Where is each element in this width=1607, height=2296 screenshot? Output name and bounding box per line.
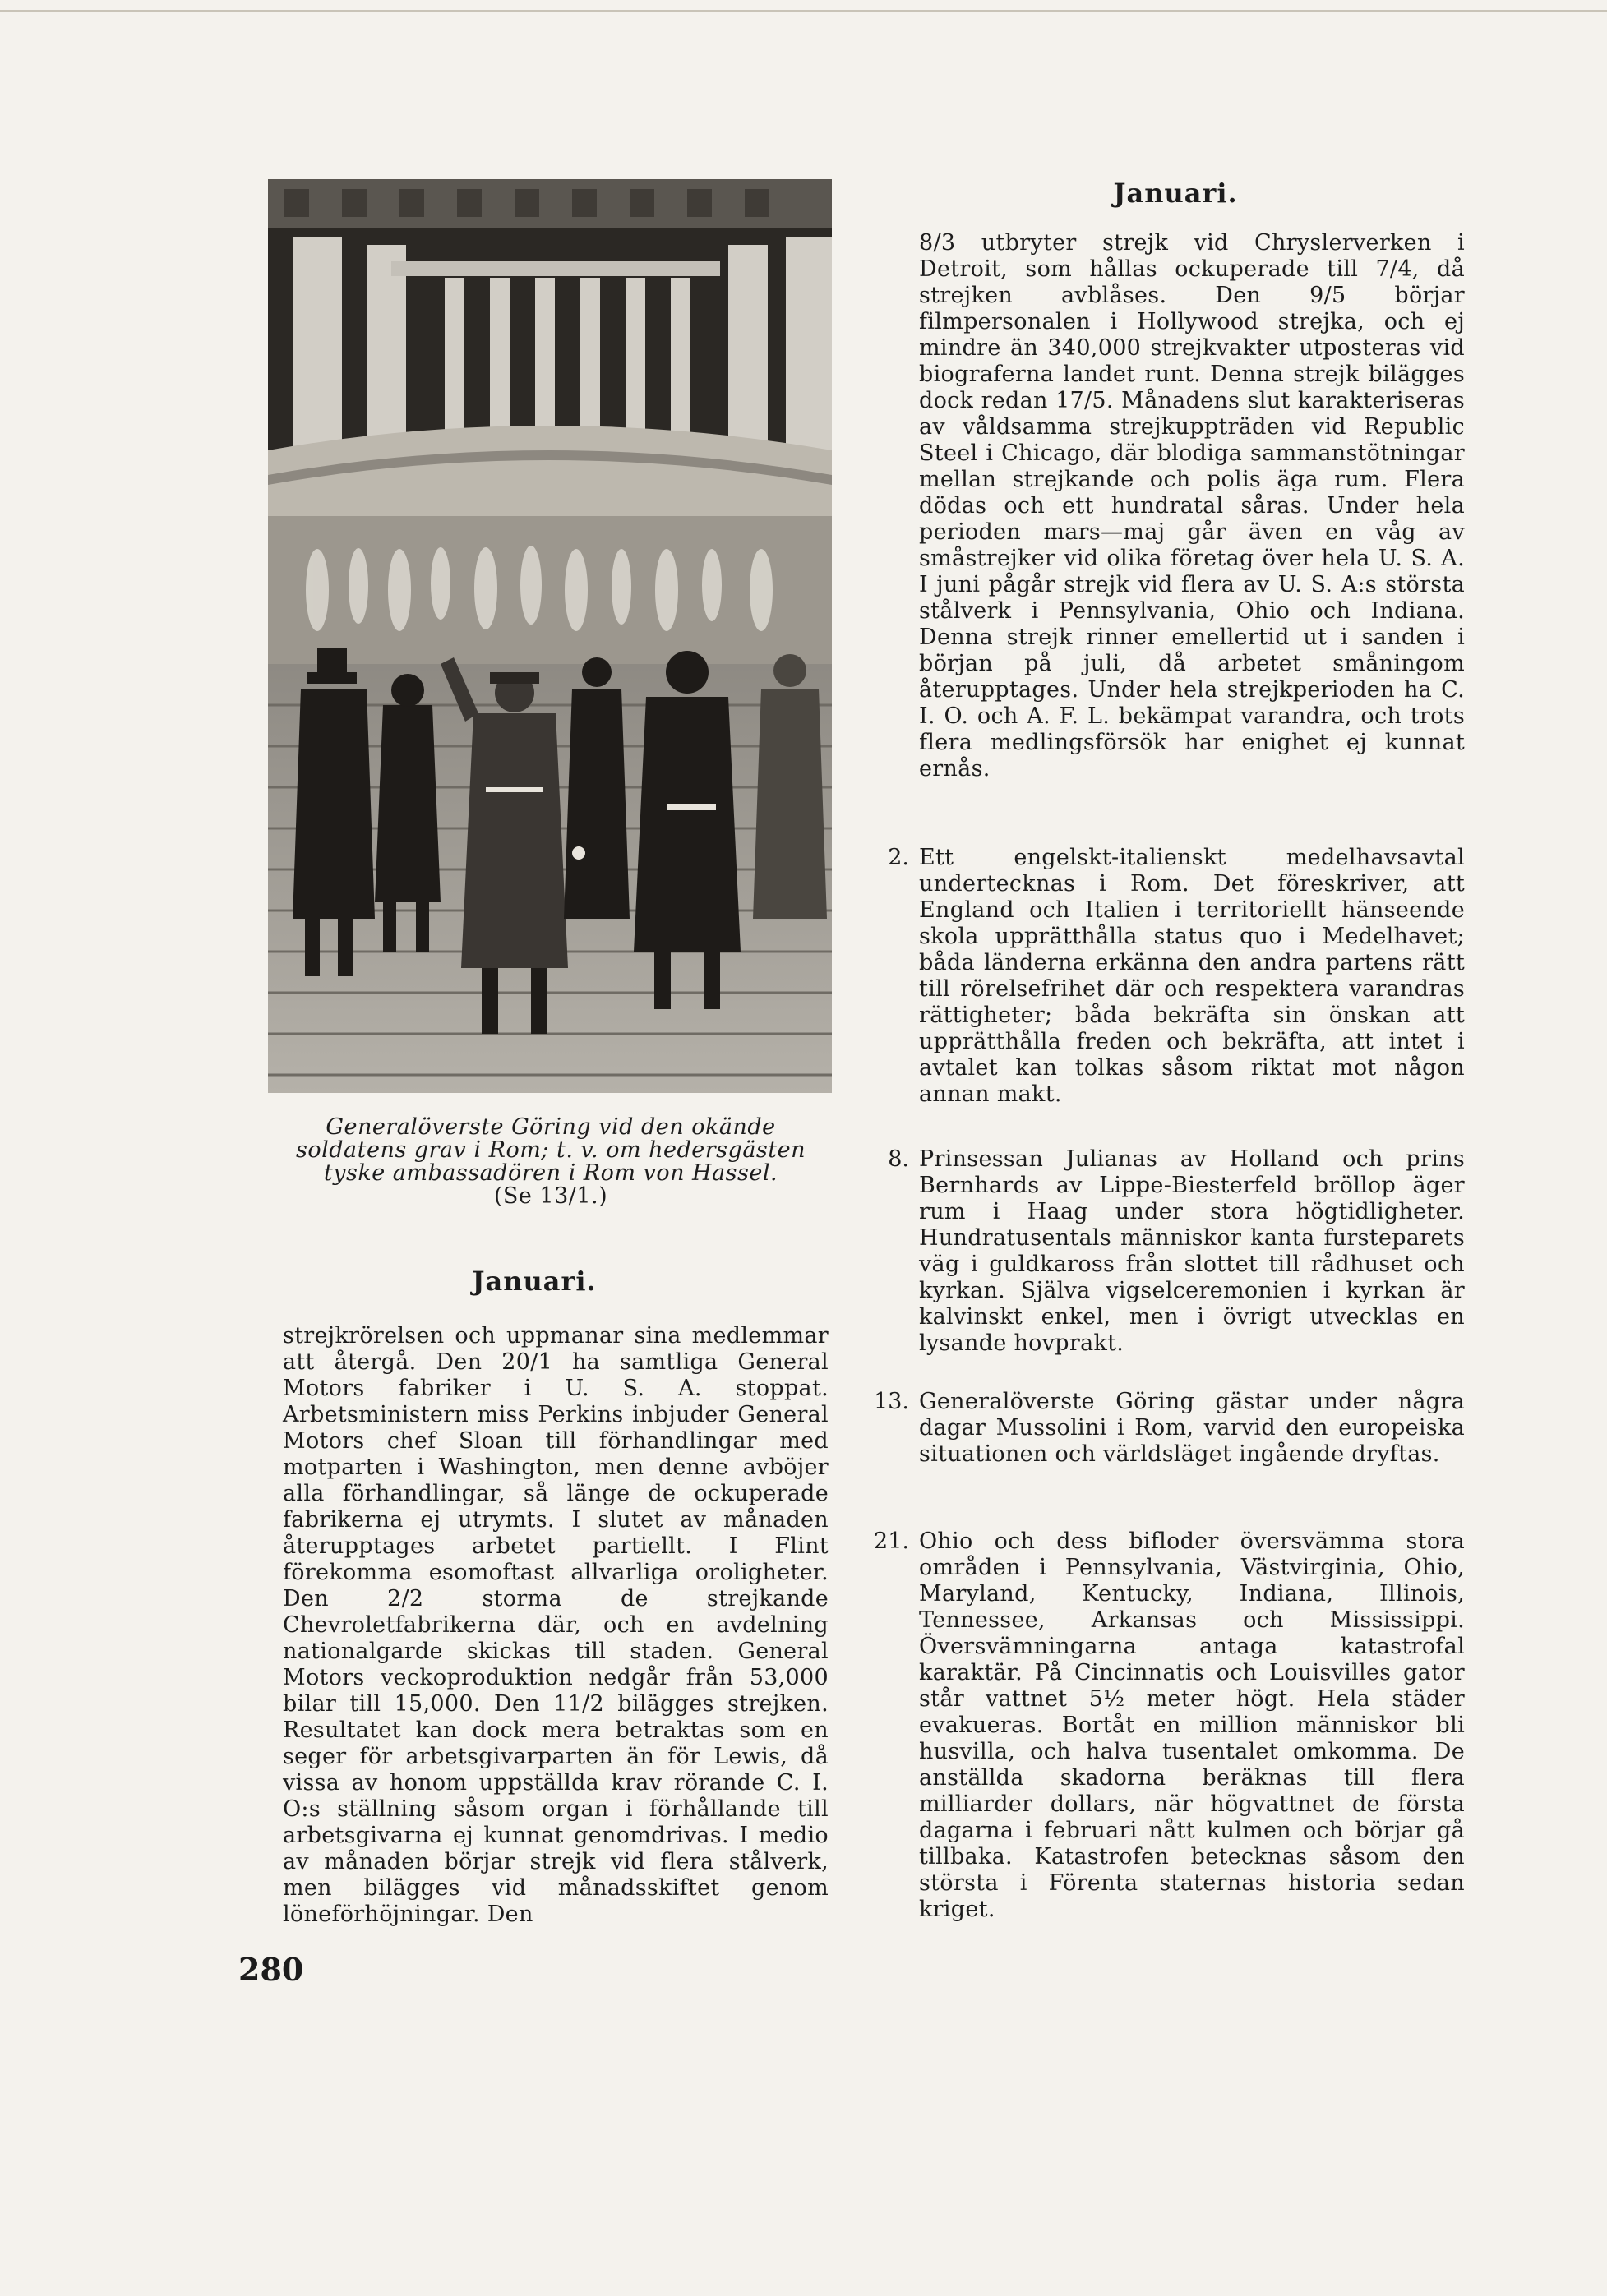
entry-text: Generalöverste Göring gästar under några dagar Mussolini i Rom, varvid den europeiska situationen och världsläget ingående dryftas. bbox=[919, 1389, 1465, 1467]
entry-day-number: 21. bbox=[874, 1528, 909, 1554]
entry-day-number: 8. bbox=[888, 1146, 909, 1172]
right-column-heading: Januari. bbox=[1113, 178, 1238, 209]
left-column-heading: Januari. bbox=[472, 1266, 597, 1297]
entry-day-number: 13. bbox=[874, 1389, 909, 1414]
photo-caption bbox=[271, 1116, 830, 1208]
page-number: 280 bbox=[238, 1951, 304, 1988]
entry-text: Prinsessan Julianas av Holland och prins Bernhards av Lippe-Biesterfeld bröllop äger rum i Haag under stora högtidligheter. Hundratusentals människor kanta fursteparets väg i guldkaross från slottet till rådhuset och kyrkan. Själva vigselceremonien i kyrkan är kalvinskt enkel, men i övrigt utvecklas en lysande hovprakt. bbox=[919, 1146, 1465, 1356]
page-top-rule bbox=[0, 10, 1607, 12]
entry-text: Ett engelskt-italienskt medelhavsavtal undertecknas i Rom. Det föreskriver, att England och Italien i territoriellt hänseende skola upprätthålla status quo i Medelhavet; båda länderna erkänna den andra partens rätt till rörelsefrihet där och respektera varandras rättigheter; båda bekräfta sin önskan att upprätthålla freden och bekräfta, att intet i avtalet kan tolkas såsom riktat mot någon annan makt. bbox=[919, 845, 1465, 1107]
photograph bbox=[268, 179, 832, 1093]
photo-caption-text: Generalöverste Göring vid den okände soldatens grav i Rom; t. v. om hedersgästen tyske ambassadören i Rom von Hassel. bbox=[295, 1114, 806, 1186]
right-column-body: 8/3 utbryter strejk vid Chryslerverken i Detroit, som hållas ockuperade till 7/4, då strejken avblåses. Den 9/5 börjar filmpersonalen i Hollywood strejka, och ej mindre än 340,000 strejkvakter utposteras vid biograferna landet runt. Denna strejk bilägges dock redan 17/5. Månadens slut karakteriseras av våldsamma strejkuppträden vid Republic Steel i Chicago, där blodiga sammanstötningar mellan strejkande och polis äga rum. Flera dödas och ett hundratal såras. Under hela perioden mars—maj går även en våg av småstrejker vid olika företag över hela U. S. A. I juni pågår strejk vid flera av U. S. A:s största stålverk i Pennsylvania, Ohio och Indiana. Denna strejk rinner emellertid ut i sanden i början på juli, då arbetet småningom återupptages. Under hela strejkperioden ha C. I. O. och A. F. L. bekämpat varandra, och trots flera medlingsförsök har enighet ej kunnat ernås. bbox=[919, 230, 1465, 781]
photo-caption-reference: (Se 13/1.) bbox=[493, 1183, 608, 1209]
entry-day-number: 2. bbox=[888, 845, 909, 870]
entry-text: Ohio och dess bifloder översvämma stora områden i Pennsylvania, Västvirginia, Ohio, Maryland, Kentucky, Indiana, Illinois, Tennessee, Arkansas och Mississippi. Översvämningarna antaga katastrofal karaktär. På Cincinnatis och Louisvilles gator står vattnet 5½ meter högt. Hela städer evakueras. Bortåt en million människor bli husvilla, och halva tusentalet omkomma. De anställda skadorna beräknas till flera milliarder dollars, när högvattnet de första dagarna i februari nått kulmen och börjar gå tillbaka. Katastrofen betecknas såsom den största i Förenta staternas historia sedan kriget. bbox=[919, 1528, 1465, 1922]
photograph-image bbox=[268, 179, 832, 1093]
left-column-body: strejkrörelsen och uppmanar sina medlemmar att återgå. Den 20/1 ha samtliga General Motors fabriker i U. S. A. stoppat. Arbetsministern miss Perkins inbjuder General Motors chef Sloan till förhandlingar med motparten i Washington, men denne avböjer alla förhandlingar, så länge de ockuperade fabrikerna ej utrymts. I slutet av månaden återupptages arbetet partiellt. I Flint förekomma esomoftast allvarliga oroligheter. Den 2/2 storma de strejkande Chevroletfabrikerna där, och en avdelning nationalgarde skickas till staden. General Motors veckoproduktion nedgår från 53,000 bilar till 15,000. Den 11/2 bilägges strejken. Resultatet kan dock mera betraktas som en seger för arbetsgivarparten än för Lewis, då vissa av honom uppställda krav rörande C. I. O:s ställning såsom organ i förhållande till arbetsgivarna ej kunnat genomdrivas. I medio av månaden börjar strejk vid flera stålverk, men bilägges vid månadsskiftet genom löneförhöjningar. Den bbox=[283, 1323, 829, 1927]
